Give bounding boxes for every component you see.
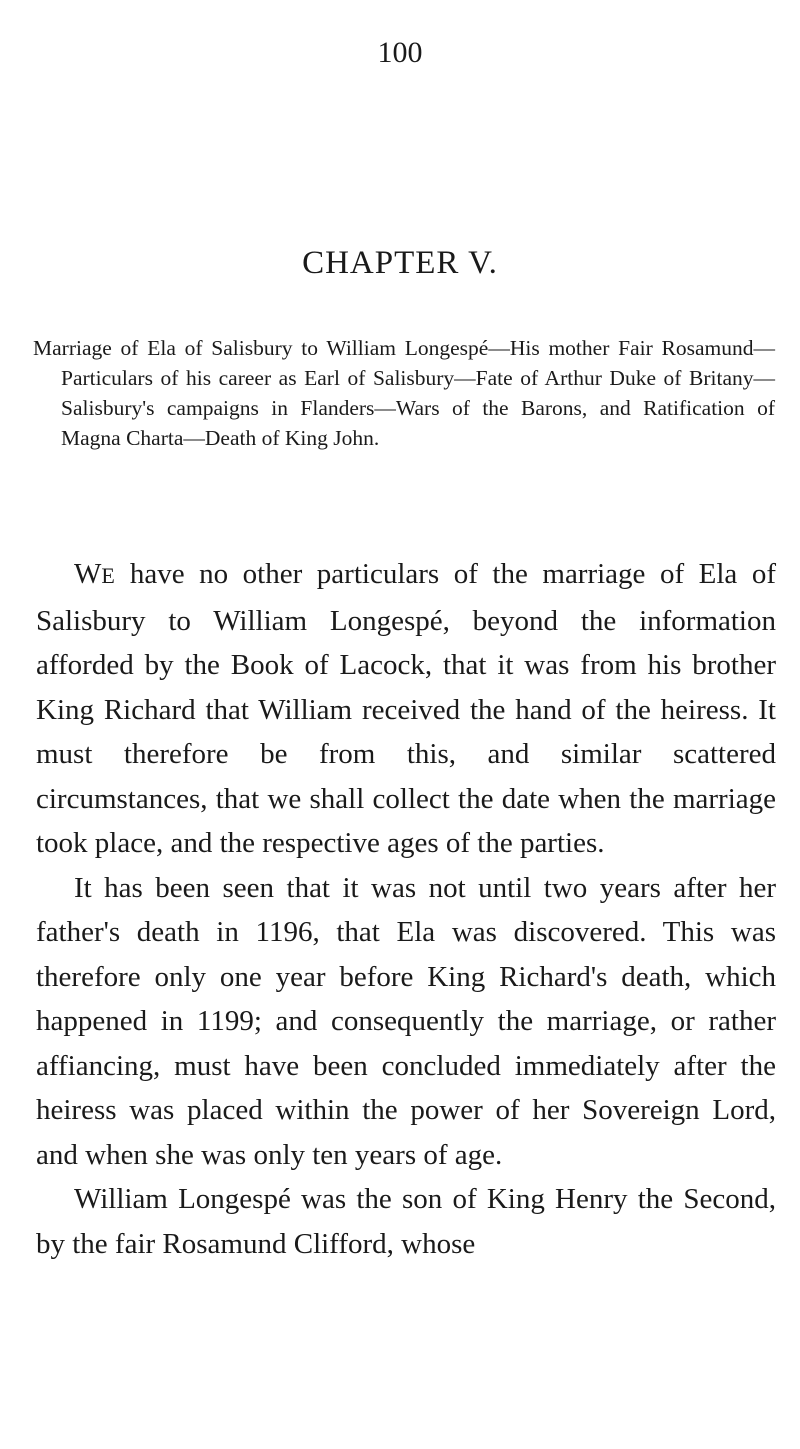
body-text: [36, 552, 776, 1266]
page-number: 100: [377, 36, 423, 69]
chapter-title: CHAPTER V.: [302, 245, 498, 281]
paragraph-3: William Longespé was the son of King Henry the Second, by the fair Rosamund Clifford, whose: [36, 1183, 776, 1260]
opening-word: [74, 558, 115, 590]
paragraph-2: It has been seen that it was not until two years after her father's death in 1196, that Ela was discovered. This was therefore only one year before King Richard's death, which happened in 1199; and consequently the marriage, or rather affiancing, must have been concluded immediately after the heiress was placed within the power of her Sovereign Lord, and when she was only ten years of age.: [36, 871, 776, 1171]
opening-small-caps: E: [101, 563, 116, 588]
paragraph-1: [36, 552, 776, 866]
opening-capital: W: [74, 558, 102, 590]
paragraph-1-text: have no other particulars of the marriage of Ela of Salisbury to William Longespé, beyond the information afforded by the Book of Lacock, that it was from his brother King Richard that William received the hand of the heiress. It must therefore be from this, and similar scattered circumstances, that we shall collect the date when the marriage took place, and the respective ages of the parties.: [36, 558, 776, 859]
chapter-synopsis: Marriage of Ela of Salisbury to William Longespé—His mother Fair Rosamund—Particulars of his career as Earl of Salisbury—Fate of Arthur Duke of Britany—Salisbury's campaigns in Flanders—Wars of the Barons, and Ratification of Magna Charta—Death of King John.: [33, 336, 775, 450]
